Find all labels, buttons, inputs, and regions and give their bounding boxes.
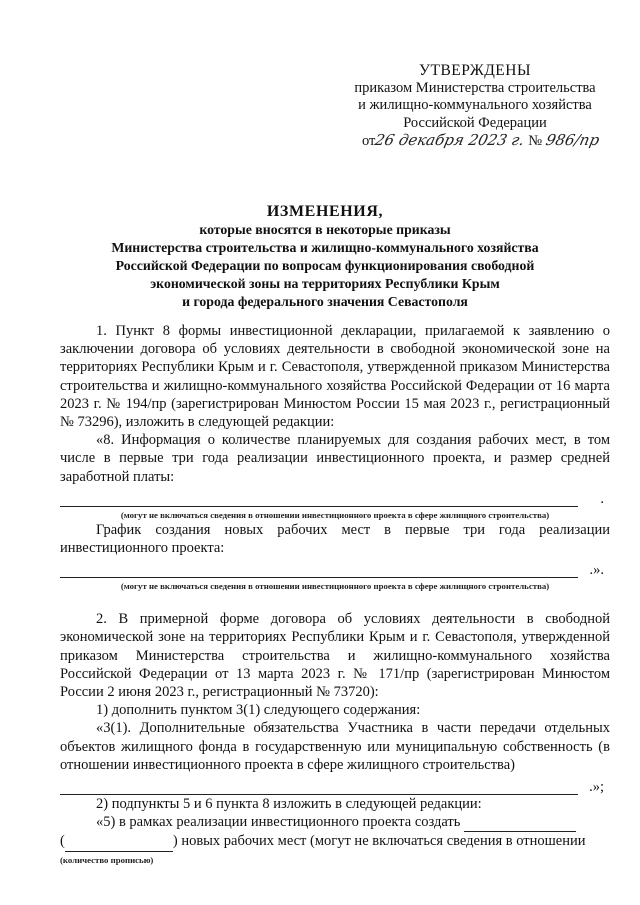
title-line-3: Российской Федерации по вопросам функционирования свободной: [115, 258, 535, 273]
fill-line-1: [60, 486, 604, 507]
approval-line-3: Российской Федерации: [403, 114, 547, 131]
paragraph-9: [60, 832, 610, 851]
approval-heading: УТВЕРЖДЕНЫ: [419, 62, 531, 79]
fill-line-3-tail: .»;: [589, 778, 604, 795]
fill-line-2: [60, 557, 604, 579]
paragraph-4: 2. В примерной форме договора об условиях деятельности в свободной экономической зоне на территориях Республики Крым и г. Севастополя, утвержденной приказом Министерства строительства и жилищно-коммунального хозяйства Российской Федерации от 13 марта 2023 г. № 171/пр (зарегистрирован Минюстом России 2 июня 2023 г., регистрационный № 73720):: [60, 611, 610, 701]
title-line-2: Министерства строительства и жилищно-коммунального хозяйства: [111, 240, 539, 255]
approval-stamp-block: [330, 62, 620, 154]
title-line-1: которые вносятся в некоторые приказы: [199, 222, 451, 237]
document-title: ИЗМЕНЕНИЯ,: [266, 203, 384, 220]
approval-line-2: и жилищно-коммунального хозяйства: [358, 97, 592, 113]
paragraph-8-text: «5) в рамках реализации инвестиционного проекта создать: [96, 814, 461, 831]
fill-line-2-tail: .».: [589, 562, 604, 579]
paren-open: (: [60, 833, 65, 850]
paragraph-9-text: новых рабочих мест (могут не включаться сведения в отношении: [181, 833, 586, 850]
title-line-5: и города федерального значения Севастополя: [182, 294, 468, 309]
note-3: (количество прописью): [60, 854, 154, 865]
number-label: №: [528, 133, 543, 149]
paragraph-6: «3(1). Дополнительные обязательства Участника в части передачи отдельных объектов жилищного фонда в государственную или муниципальную собственность (в отношении инвестиционного проекта в сфере жилищного строительства): [60, 720, 610, 773]
paragraph-7: 2) подпункты 5 и 6 пункта 8 изложить в следующей редакции:: [96, 796, 482, 813]
paragraph-1: 1. Пункт 8 формы инвестиционной декларации, прилагаемой к заявлению о заключении договора об условиях деятельности в свободной экономической зоне на территориях Республики Крым и г. Севастополя, утвержденной приказом Министерства строительства и жилищно-коммунального хозяйства Российской Федерации от 16 марта 2023 г. № 194/пр (зарегистрирован Минюстом России 15 мая 2023 г., регистрационный № 73296), изложить в следующей редакции:: [60, 323, 610, 431]
paragraph-8: [60, 813, 610, 832]
handwritten-number: 986/пр: [544, 131, 602, 149]
count-words-blank: [65, 832, 173, 851]
fill-line-3: [60, 774, 604, 795]
note-2: (могут не включаться сведения в отношении инвестиционного проекта в сфере жилищного строительства): [120, 581, 550, 592]
paragraph-2: «8. Информация о количестве планируемых для создания рабочих мест, в том числе в первые три года реализации инвестиционного проекта, и размер средней заработной платы:: [60, 432, 610, 485]
paren-close: ): [172, 833, 178, 850]
title-line-4: экономической зоны на территориях Республики Крым: [150, 276, 500, 291]
handwritten-date: 26 декабря 2023 г.: [373, 131, 527, 149]
spacer: [60, 592, 610, 610]
approval-date-number-row: [330, 132, 620, 154]
from-label: от: [362, 133, 376, 149]
document-body: [60, 322, 610, 866]
fill-line-1-tail: .: [600, 490, 604, 507]
document-title-block: [60, 203, 590, 311]
approval-line-1: приказом Министерства строительства: [354, 79, 596, 96]
paragraph-3: График создания новых рабочих мест в первые три года реализации инвестиционного проекта:: [60, 521, 610, 557]
note-1: (могут не включаться сведения в отношении инвестиционного проекта в сфере жилищного строительства): [120, 509, 550, 520]
paragraph-5: 1) дополнить пунктом 3(1) следующего содержания:: [96, 702, 421, 719]
count-blank: [464, 813, 576, 832]
